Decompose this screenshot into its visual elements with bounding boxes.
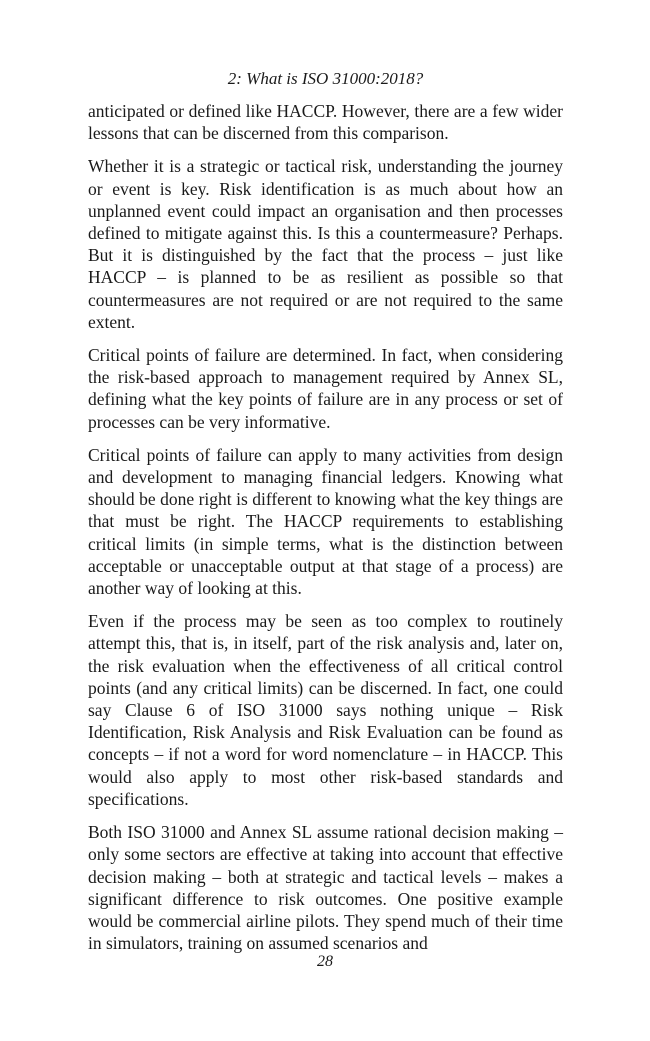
paragraph-3: Critical points of failure are determined. In fact, when considering the risk-based approach to management required by Annex SL, defining what the key points of failure are in any process or set of processes can be very informative. — [88, 345, 563, 432]
paragraph-6: Both ISO 31000 and Annex SL assume rational decision making – only some sectors are effective at taking into account that effective decision making – both at strategic and tactical levels – makes a significant difference to risk outcomes. One positive example would be commercial airline pilots. They spend much of their time in simulators, training on assumed scenarios and — [88, 822, 563, 954]
paragraph-2: Whether it is a strategic or tactical risk, understanding the journey or event is key. Risk identification is as much about how an unplanned event could impact an organisation and then processes defined to mitigate against this. Is this a countermeasure? Perhaps. But it is distinguished by the fact that the process – just like HACCP – is planned to be as resilient as possible so that countermeasures are not required or are not required to the same extent. — [88, 156, 563, 332]
paragraph-4: Critical points of failure can apply to many activities from design and development to managing financial ledgers. Knowing what should be done right is different to knowing what the key things are that must be right. The HACCP requirements to establishing critical limits (in simple terms, what is the distinction between acceptable or unacceptable output at that stage of a process) are another way of looking at this. — [88, 444, 563, 599]
paragraph-1: anticipated or defined like HACCP. However, there are a few wider lessons that can be discerned from this comparison. — [88, 101, 563, 144]
page-body — [88, 68, 563, 965]
paragraph-5: Even if the process may be seen as too complex to routinely attempt this, that is, in itself, part of the risk analysis and, later on, the risk evaluation when the effectiveness of all critical control points (and any critical limits) can be discerned. In fact, one could say Clause 6 of ISO 31000 says nothing unique – Risk Identification, Risk Analysis and Risk Evaluation can be found as concepts – if not a word for word nomenclature – in HACCP. This would also apply to most other risk-based standards and specifications. — [88, 611, 563, 809]
page-number: 28 — [317, 953, 333, 970]
running-head: 2: What is ISO 31000:2018? — [227, 69, 424, 88]
